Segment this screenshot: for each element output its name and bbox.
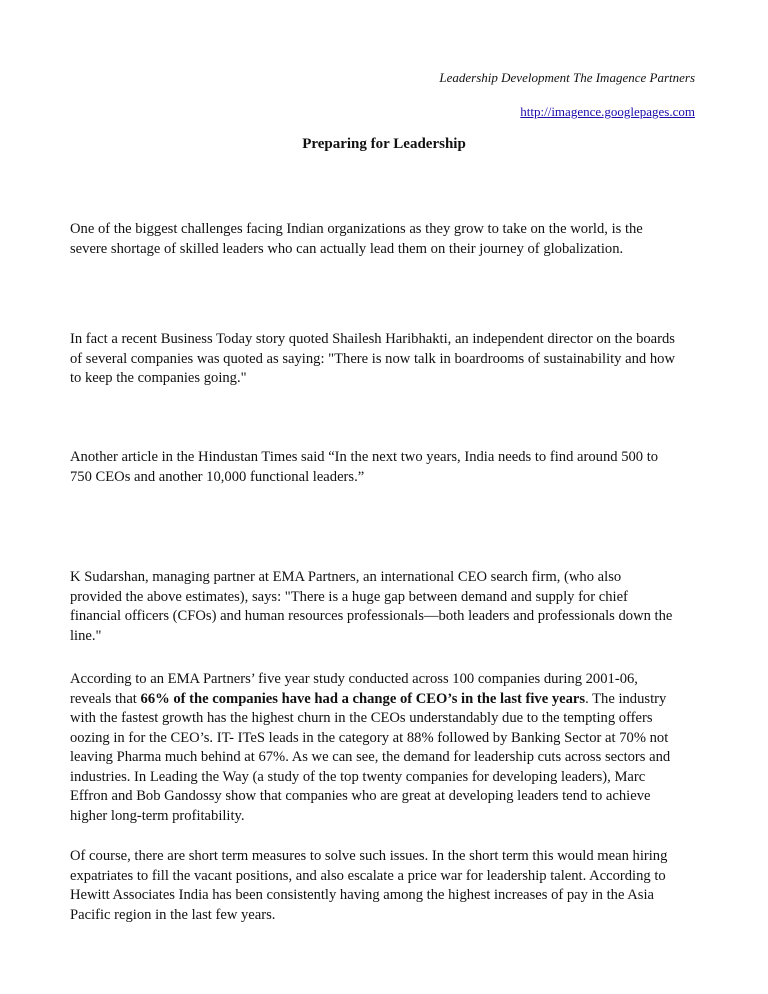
text-line: Hewitt Associates India has been consistently having among the highest increases of pay in the Asia <box>70 887 655 903</box>
text-line: One of the biggest challenges facing Indian organizations as they grow to take on the world, is the <box>70 221 643 237</box>
text-segment: . The industry <box>585 690 667 707</box>
text-line: with the fastest growth has the highest churn in the CEOs understandably due to the tempting offers <box>70 710 653 726</box>
paragraph-3 <box>70 448 658 487</box>
text-line: 750 CEOs and another 10,000 functional leaders.” <box>70 468 365 485</box>
text-line: to keep the companies going." <box>70 370 247 386</box>
text-line: leaving Pharma much behind at 67%. As we can see, the demand for leadership cuts across sectors and <box>70 749 671 765</box>
text-line: industries. In Leading the Way (a study of the top twenty companies for developing leaders), Marc <box>70 768 646 785</box>
text-line: K Sudarshan, managing partner at EMA Partners, an international CEO search firm, (who also <box>70 569 622 585</box>
text-line: Of course, there are short term measures to solve such issues. In the short term this would mean hiring <box>70 848 668 864</box>
text-line: According to an EMA Partners’ five year study conducted across 100 companies during 2001-06, <box>70 671 638 687</box>
text-line: Another article in the Hindustan Times said “In the next two years, India needs to find around 500 to <box>70 449 659 465</box>
paragraph-6 <box>70 847 667 925</box>
bold-highlight: 66% of the companies have had a change of CEO’s in the last five years <box>140 690 586 707</box>
text-line: Pacific region in the last few years. <box>70 906 276 923</box>
text-line: In fact a recent Business Today story quoted Shailesh Haribhakti, an independent director on the boards <box>70 331 675 347</box>
text-line: provided the above estimates), says: "There is a huge gap between demand and supply for chief <box>70 588 628 605</box>
paragraph-1 <box>70 220 643 259</box>
text-segment: reveals that <box>70 690 141 707</box>
running-header: Leadership Development The Imagence Partners <box>439 70 695 85</box>
text-line: expatriates to fill the vacant positions, and also escalate a price war for leadership talent. According to <box>70 867 666 884</box>
paragraph-4 <box>70 568 672 646</box>
text-line: higher long-term profitability. <box>70 807 245 824</box>
text-line: line." <box>70 627 102 644</box>
text-line: of several companies was quoted as saying: "There is now talk in boardrooms of sustainability and how <box>70 350 675 367</box>
header-url-link[interactable]: http://imagence.googlepages.com <box>520 104 695 119</box>
text-line <box>70 690 670 710</box>
paragraph-2 <box>70 330 675 389</box>
document-title: Preparing for Leadership <box>302 136 466 152</box>
paragraph-5 <box>70 670 670 826</box>
text-line: severe shortage of skilled leaders who can actually lead them on their journey of globalization. <box>70 240 624 257</box>
text-line: financial officers (CFOs) and human resources professionals—both leaders and professionals down the <box>70 608 673 624</box>
text-line: oozing in for the CEO’s. IT- ITeS leads in the category at 88% followed by Banking Sector at 70% not <box>70 729 669 746</box>
text-line: Effron and Bob Gandossy show that companies who are great at developing leaders tend to achieve <box>70 788 651 804</box>
